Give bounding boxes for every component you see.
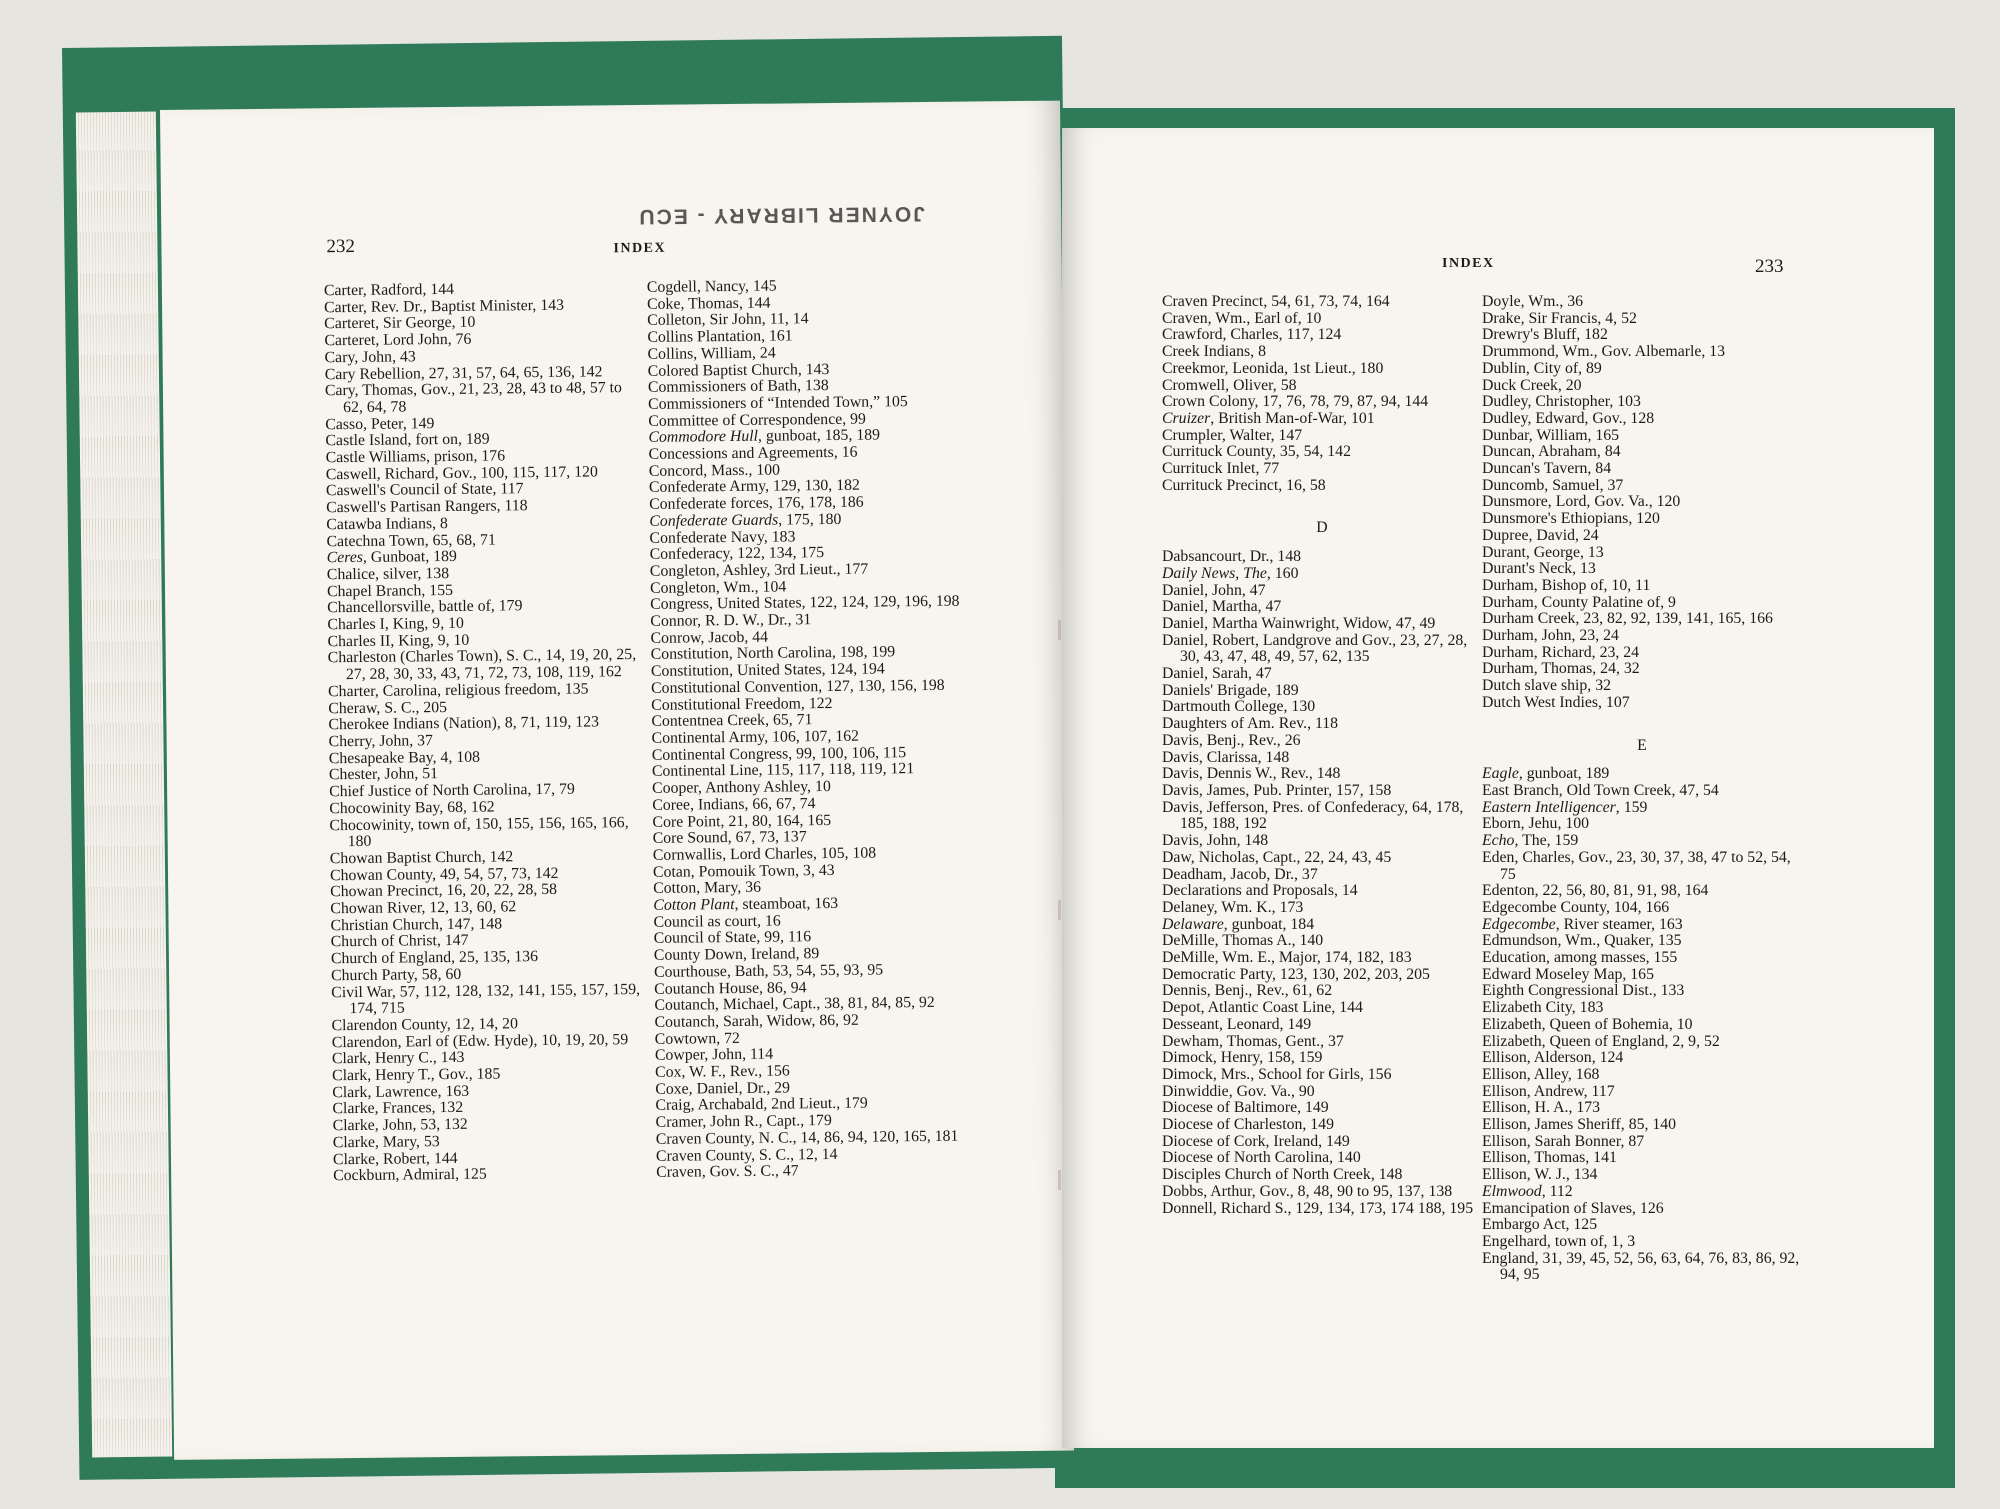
index-entry: Dudley, Christopher, 103 [1482, 393, 1641, 411]
index-entry: Edgecombe County, 104, 166 [1482, 898, 1670, 916]
index-entry: Depot, Atlantic Coast Line, 144 [1162, 999, 1363, 1017]
index-entry: Cooper, Anthony Ashley, 10 [652, 778, 831, 797]
index-entry: Castle Island, fort on, 189 [325, 430, 490, 450]
index-entry: Education, among masses, 155 [1482, 949, 1678, 967]
index-entry: Chowan River, 12, 13, 60, 62 [330, 898, 517, 918]
index-entry: Cornwallis, Lord Charles, 105, 108 [652, 844, 877, 864]
index-entry: Durham Creek, 23, 82, 92, 139, 141, 165, 166 [1482, 610, 1773, 628]
index-entry: Cherry, John, 37 [328, 732, 433, 751]
index-entry: Constitutional Convention, 127, 130, 156, 198 [650, 676, 945, 697]
index-entry: Dutch West Indies, 107 [1482, 693, 1630, 711]
index-entry: Daniel, Martha, 47 [1162, 598, 1282, 616]
index-entry: Daniel, Sarah, 47 [1162, 665, 1272, 683]
index-entry: Ellison, Andrew, 117 [1482, 1082, 1615, 1100]
index-entry: Dublin, City of, 89 [1482, 359, 1602, 377]
index-entry: Coke, Thomas, 144 [646, 294, 771, 313]
index-entry: Creek Indians, 8 [1162, 343, 1266, 361]
index-entry: Elizabeth City, 183 [1482, 999, 1604, 1017]
index-entry: Eborn, Jehu, 100 [1482, 815, 1590, 833]
index-entry: Chowan Precinct, 16, 20, 22, 28, 58 [330, 881, 558, 901]
index-entry: Chalice, silver, 138 [326, 564, 450, 584]
index-entry: Dunsmore's Ethiopians, 120 [1482, 510, 1660, 528]
left-index-column-2 [647, 277, 976, 1182]
index-entry: Daw, Nicholas, Capt., 22, 24, 43, 45 [1162, 848, 1392, 866]
left-page-number: 232 [326, 235, 356, 258]
index-entry: Commissioners of “Intended Town,” 105 [648, 393, 908, 413]
index-entry: Dunbar, William, 165 [1482, 426, 1620, 444]
page-edges [76, 112, 172, 1458]
index-entry: Eastern Intelligencer, 159 [1482, 798, 1648, 816]
index-entry: Ellison, Alderson, 124 [1482, 1049, 1624, 1067]
index-entry: Coutanch, Michael, Capt., 38, 81, 84, 85, 92 [654, 994, 935, 1015]
index-entry: Elizabeth, Queen of Bohemia, 10 [1482, 1015, 1693, 1033]
index-entry: Cowtown, 72 [654, 1029, 740, 1048]
index-entry: Davis, Jefferson, Pres. of Confederacy, 64, 178, 185, 188, 192 [1162, 798, 1464, 833]
index-entry: Coxe, Daniel, Dr., 29 [655, 1079, 791, 1098]
index-entry: Catechna Town, 65, 68, 71 [326, 531, 496, 550]
index-entry: Ceres, Gunboat, 189 [326, 548, 457, 567]
index-entry: Craven Precinct, 54, 61, 73, 74, 164 [1162, 293, 1390, 310]
index-entry: Caswell's Council of State, 117 [325, 480, 524, 500]
index-entry: Confederate forces, 176, 178, 186 [649, 493, 864, 514]
library-stamp: JOYNER LIBRARY - ECU [637, 201, 925, 229]
index-entry: Eagle, gunboat, 189 [1482, 765, 1610, 783]
index-entry: Ellison, W. J., 134 [1482, 1166, 1598, 1184]
index-entry: Ellison, H. A., 173 [1482, 1099, 1601, 1117]
index-entry: Currituck Precinct, 16, 58 [1162, 476, 1326, 494]
index-entry: Charleston (Charles Town), S. C., 14, 19, 20, 25, 27, 28, 30, 33, 43, 71, 72, 73, 108, 119, 162 [327, 646, 637, 684]
index-entry: Cockburn, Admiral, 125 [333, 1165, 487, 1185]
index-entry: Deadham, Jacob, Dr., 37 [1162, 865, 1318, 883]
index-entry: Cruizer, British Man-of-War, 101 [1162, 409, 1375, 427]
binding-thread [1058, 900, 1061, 920]
index-entry: Caswell's Partisan Rangers, 118 [326, 497, 528, 517]
left-index-column-1 [324, 280, 653, 1185]
index-entry: Durham, Bishop of, 10, 11 [1482, 576, 1651, 594]
index-entry: Diocese of Charleston, 149 [1162, 1116, 1334, 1134]
index-entry: Duncan's Tavern, 84 [1482, 460, 1612, 478]
index-entry: Dudley, Edward, Gov., 128 [1482, 409, 1655, 427]
index-entry: Edgecombe, River steamer, 163 [1482, 915, 1683, 933]
index-entry: Clark, Henry T., Gov., 185 [332, 1065, 501, 1085]
index-entry: Donnell, Richard S., 129, 134, 173, 174 188, 195 [1162, 1199, 1474, 1217]
right-index-column-1 [1162, 294, 1482, 1217]
index-entry: Chester, John, 51 [328, 765, 439, 784]
index-entry: Disciples Church of North Creek, 148 [1162, 1166, 1403, 1184]
section-letter: D [1316, 519, 1328, 537]
index-entry: County Down, Ireland, 89 [653, 945, 820, 964]
index-entry: Diocese of North Carolina, 140 [1162, 1149, 1361, 1167]
index-entry: Collins Plantation, 161 [647, 327, 793, 347]
index-entry: Concessions and Agreements, 16 [648, 443, 858, 463]
index-entry: Constitution, North Carolina, 198, 199 [650, 643, 896, 664]
index-entry: Colleton, Sir John, 11, 14 [647, 310, 809, 330]
index-entry: Duck Creek, 20 [1482, 376, 1582, 394]
index-entry: Durant, George, 13 [1482, 543, 1604, 561]
index-entry: Dutch slave ship, 32 [1482, 677, 1611, 695]
index-entry: Dartmouth College, 130 [1162, 698, 1316, 716]
index-entry: Eighth Congressional Dist., 133 [1482, 982, 1685, 1000]
index-entry: Contentnea Creek, 65, 71 [651, 711, 813, 731]
index-entry: Carteret, Lord John, 76 [324, 330, 472, 350]
index-entry: Cromwell, Oliver, 58 [1162, 376, 1297, 394]
index-entry: Declarations and Proposals, 14 [1162, 882, 1358, 900]
index-entry: Council of State, 99, 116 [653, 928, 812, 948]
index-entry: Durant's Neck, 13 [1482, 560, 1596, 578]
index-entry: Dimock, Mrs., School for Girls, 156 [1162, 1065, 1392, 1083]
index-entry: Emancipation of Slaves, 126 [1482, 1199, 1664, 1217]
index-entry: Elmwood, 112 [1482, 1182, 1573, 1200]
binding-thread [1058, 1170, 1061, 1190]
index-entry: Daughters of Am. Rev., 118 [1162, 715, 1339, 733]
index-entry: Collins, William, 24 [647, 344, 776, 363]
index-entry: Davis, Benj., Rev., 26 [1162, 731, 1301, 749]
index-entry: Caswell, Richard, Gov., 100, 115, 117, 120 [325, 463, 598, 484]
index-entry: Chapel Branch, 155 [326, 581, 454, 600]
index-entry: DeMille, Wm. E., Major, 174, 182, 183 [1162, 949, 1412, 967]
index-entry: Confederate Navy, 183 [649, 527, 796, 547]
index-entry: Catawba Indians, 8 [326, 514, 448, 534]
index-entry: Chowan Baptist Church, 142 [329, 848, 514, 868]
index-entry: Congleton, Wm., 104 [649, 578, 787, 597]
index-entry: Clarendon, Earl of (Edw. Hyde), 10, 19, 20, 59 [331, 1030, 629, 1051]
index-entry: Delaney, Wm. K., 173 [1162, 898, 1304, 916]
index-entry: Cotton Plant, steamboat, 163 [653, 894, 839, 914]
index-entry: Drummond, Wm., Gov. Albemarle, 13 [1482, 343, 1726, 361]
index-entry: East Branch, Old Town Creek, 47, 54 [1482, 781, 1719, 799]
index-entry: Davis, John, 148 [1162, 832, 1269, 850]
index-entry: Doyle, Wm., 36 [1482, 293, 1584, 310]
index-entry: Connor, R. D. W., Dr., 31 [650, 611, 812, 630]
index-entry: Craig, Archabald, 2nd Lieut., 179 [655, 1095, 868, 1115]
index-entry: Carteret, Sir George, 10 [324, 314, 476, 333]
index-entry: Carter, Radford, 144 [323, 280, 455, 300]
index-entry: Congleton, Ashley, 3rd Lieut., 177 [649, 560, 869, 580]
index-entry: Echo, The, 159 [1482, 832, 1579, 850]
index-entry: Edward Moseley Map, 165 [1482, 965, 1654, 983]
index-entry: Cramer, John R., Capt., 179 [655, 1112, 832, 1132]
index-entry: Drake, Sir Francis, 4, 52 [1482, 309, 1637, 327]
index-entry: Delaware, gunboat, 184 [1162, 915, 1315, 933]
index-entry: Cary, Thomas, Gov., 21, 23, 28, 43 to 48, 57 to 62, 64, 78 [324, 379, 622, 417]
index-entry: Elizabeth, Queen of England, 2, 9, 52 [1482, 1032, 1720, 1050]
index-entry: Conrow, Jacob, 44 [650, 628, 769, 647]
index-entry: Crawford, Charles, 117, 124 [1162, 326, 1342, 344]
index-entry: Commodore Hull, gunboat, 185, 189 [648, 426, 881, 447]
index-entry: Continental Army, 106, 107, 162 [651, 727, 860, 747]
index-entry: Davis, Dennis W., Rev., 148 [1162, 765, 1341, 783]
index-entry: Charter, Carolina, religious freedom, 135 [328, 680, 589, 701]
index-entry: Committee of Correspondence, 99 [648, 410, 866, 430]
index-entry: Craven County, S. C., 12, 14 [655, 1145, 838, 1165]
index-entry: Congress, United States, 122, 124, 129, 196, 198 [650, 593, 960, 614]
index-entry: Coutanch House, 86, 94 [654, 978, 807, 998]
index-entry: Cowper, John, 114 [654, 1045, 774, 1065]
index-entry: Democratic Party, 123, 130, 202, 203, 205 [1162, 965, 1430, 983]
index-entry: Ellison, Sarah Bonner, 87 [1482, 1132, 1645, 1150]
index-entry: Cary, John, 43 [324, 348, 416, 367]
index-entry: Coutanch, Sarah, Widow, 86, 92 [654, 1011, 859, 1031]
index-entry: Constitutional Freedom, 122 [651, 694, 833, 714]
index-entry: Davis, Clarissa, 148 [1162, 748, 1290, 766]
index-entry: Crumpler, Walter, 147 [1162, 426, 1303, 444]
left-page [160, 101, 1074, 1460]
index-entry: Crown Colony, 17, 76, 78, 79, 87, 94, 144 [1162, 393, 1429, 411]
index-entry: Clark, Henry C., 143 [331, 1049, 465, 1068]
index-entry: Casso, Peter, 149 [325, 414, 435, 433]
index-entry: Cotton, Mary, 36 [653, 879, 762, 898]
index-entry: Courthouse, Bath, 53, 54, 55, 93, 95 [653, 961, 884, 981]
index-entry: Confederate Guards, 175, 180 [649, 510, 842, 530]
index-entry: Edenton, 22, 56, 80, 81, 91, 98, 164 [1482, 882, 1709, 900]
index-entry: Diocese of Cork, Ireland, 149 [1162, 1132, 1350, 1150]
index-entry: Desseant, Leonard, 149 [1162, 1015, 1312, 1033]
index-entry: Creekmor, Leonida, 1st Lieut., 180 [1162, 359, 1384, 377]
index-entry: Currituck Inlet, 77 [1162, 460, 1280, 478]
section-letter: E [1637, 736, 1647, 754]
index-entry: Craven, Wm., Earl of, 10 [1162, 309, 1322, 327]
right-page-number: 233 [1755, 256, 1784, 277]
index-entry: Clarke, Robert, 144 [332, 1149, 458, 1168]
index-entry: Diocese of Baltimore, 149 [1162, 1099, 1329, 1117]
index-entry: Davis, James, Pub. Printer, 157, 158 [1162, 781, 1392, 799]
index-entry: Durham, County Palatine of, 9 [1482, 593, 1676, 611]
index-entry: Daniel, John, 47 [1162, 581, 1266, 599]
index-entry: England, 31, 39, 45, 52, 56, 63, 64, 76, 83, 86, 92, 94, 95 [1482, 1249, 1800, 1284]
index-entry: Christian Church, 147, 148 [330, 915, 503, 934]
index-entry: Daniels' Brigade, 189 [1162, 681, 1299, 699]
index-entry: Dunsmore, Lord, Gov. Va., 120 [1482, 493, 1681, 511]
index-entry: Cotan, Pomouik Town, 3, 43 [652, 861, 835, 881]
index-entry: Ellison, Alley, 168 [1482, 1065, 1600, 1083]
index-entry: Constitution, United States, 124, 194 [650, 660, 885, 681]
index-entry: Church Party, 58, 60 [330, 965, 462, 985]
index-entry: Dupree, David, 24 [1482, 526, 1599, 544]
index-entry: Cherokee Indians (Nation), 8, 71, 119, 123 [328, 713, 600, 734]
index-entry: Cogdell, Nancy, 145 [646, 277, 777, 296]
index-entry: Clarendon County, 12, 14, 20 [331, 1015, 519, 1035]
index-entry: Duncomb, Samuel, 37 [1482, 476, 1624, 494]
index-entry: Civil War, 57, 112, 128, 132, 141, 155, 157, 159, 174, 715 [331, 980, 641, 1018]
index-entry: Charles I, King, 9, 10 [327, 614, 464, 634]
index-entry: Engelhard, town of, 1, 3 [1482, 1232, 1636, 1250]
index-entry: Craven, Gov. S. C., 47 [656, 1162, 799, 1182]
index-entry: Chowan County, 49, 54, 57, 73, 142 [329, 864, 559, 884]
index-entry: Chocowinity Bay, 68, 162 [329, 798, 495, 818]
index-entry: Coree, Indians, 66, 67, 74 [652, 794, 816, 814]
index-entry: Craven County, N. C., 14, 86, 94, 120, 165, 181 [655, 1127, 959, 1148]
index-entry: Dennis, Benj., Rev., 61, 62 [1162, 982, 1333, 1000]
index-entry: Church of Christ, 147 [330, 932, 469, 951]
index-entry: Cheraw, S. C., 205 [328, 698, 448, 717]
index-entry: Chancellorsville, battle of, 179 [327, 597, 523, 617]
index-entry: Council as court, 16 [653, 912, 781, 931]
index-entry: Daniel, Martha Wainwright, Widow, 47, 49 [1162, 614, 1436, 632]
index-entry: Continental Congress, 99, 100, 106, 115 [651, 743, 907, 764]
index-entry: Castle Williams, prison, 176 [325, 447, 506, 467]
index-entry: Confederacy, 122, 134, 175 [649, 544, 825, 564]
left-page-title: INDEX [613, 240, 667, 257]
right-page [1062, 128, 1934, 1448]
index-entry: Clarke, Frances, 132 [332, 1099, 464, 1118]
index-entry: Core Sound, 67, 73, 137 [652, 828, 807, 848]
index-entry: Embargo Act, 125 [1482, 1216, 1598, 1234]
right-page-title: INDEX [1442, 256, 1495, 271]
index-entry: Drewry's Bluff, 182 [1482, 326, 1608, 344]
index-entry: Clark, Lawrence, 163 [332, 1082, 470, 1101]
index-entry: Carter, Rev. Dr., Baptist Minister, 143 [323, 296, 565, 316]
index-entry: Cox, W. F., Rev., 156 [655, 1062, 790, 1081]
index-entry: Confederate Army, 129, 130, 182 [648, 477, 860, 497]
index-entry: Dabsancourt, Dr., 148 [1162, 548, 1302, 566]
index-entry: Ellison, James Sheriff, 85, 140 [1482, 1116, 1677, 1134]
index-entry: Currituck County, 35, 54, 142 [1162, 443, 1351, 461]
index-entry: Concord, Mass., 100 [648, 461, 781, 480]
index-entry: Durham, Richard, 23, 24 [1482, 643, 1640, 661]
index-entry: Clarke, John, 53, 132 [332, 1115, 468, 1135]
right-index-column-2 [1482, 294, 1802, 1284]
index-entry: Continental Line, 115, 117, 118, 119, 121 [651, 760, 915, 781]
index-entry: Colored Baptist Church, 143 [647, 360, 830, 380]
index-entry: Dinwiddie, Gov. Va., 90 [1162, 1082, 1315, 1100]
index-entry: Eden, Charles, Gov., 23, 30, 37, 38, 47 to 52, 54, 75 [1482, 848, 1791, 883]
index-entry: Cary Rebellion, 27, 31, 57, 64, 65, 136, 142 [324, 362, 603, 383]
index-entry: Dewham, Thomas, Gent., 37 [1162, 1032, 1344, 1050]
index-entry: Chesapeake Bay, 4, 108 [328, 748, 481, 767]
index-entry: Dobbs, Arthur, Gov., 8, 48, 90 to 95, 137, 138 [1162, 1182, 1453, 1200]
index-entry: Chocowinity, town of, 150, 155, 156, 165, 166, 180 [329, 813, 629, 851]
index-entry: Daily News, The, 160 [1162, 564, 1299, 582]
index-entry: DeMille, Thomas A., 140 [1162, 932, 1324, 950]
index-entry: Ellison, Thomas, 141 [1482, 1149, 1617, 1167]
index-entry: Edmundson, Wm., Quaker, 135 [1482, 932, 1682, 950]
index-entry: Church of England, 25, 135, 136 [330, 948, 539, 968]
index-entry: Dimock, Henry, 158, 159 [1162, 1049, 1323, 1067]
index-entry: Daniel, Robert, Landgrove and Gov., 23, 27, 28, 30, 43, 47, 48, 49, 57, 62, 135 [1162, 631, 1468, 666]
index-entry: Charles II, King, 9, 10 [327, 631, 470, 651]
index-entry: Chief Justice of North Carolina, 17, 79 [329, 780, 575, 801]
index-entry: Durham, Thomas, 24, 32 [1482, 660, 1640, 678]
index-entry: Commissioners of Bath, 138 [647, 377, 829, 397]
index-entry: Clarke, Mary, 53 [332, 1132, 440, 1152]
binding-thread [1058, 620, 1061, 640]
index-entry: Durham, John, 23, 24 [1482, 627, 1619, 645]
index-entry: Duncan, Abraham, 84 [1482, 443, 1621, 461]
index-entry: Core Point, 21, 80, 164, 165 [652, 811, 832, 831]
